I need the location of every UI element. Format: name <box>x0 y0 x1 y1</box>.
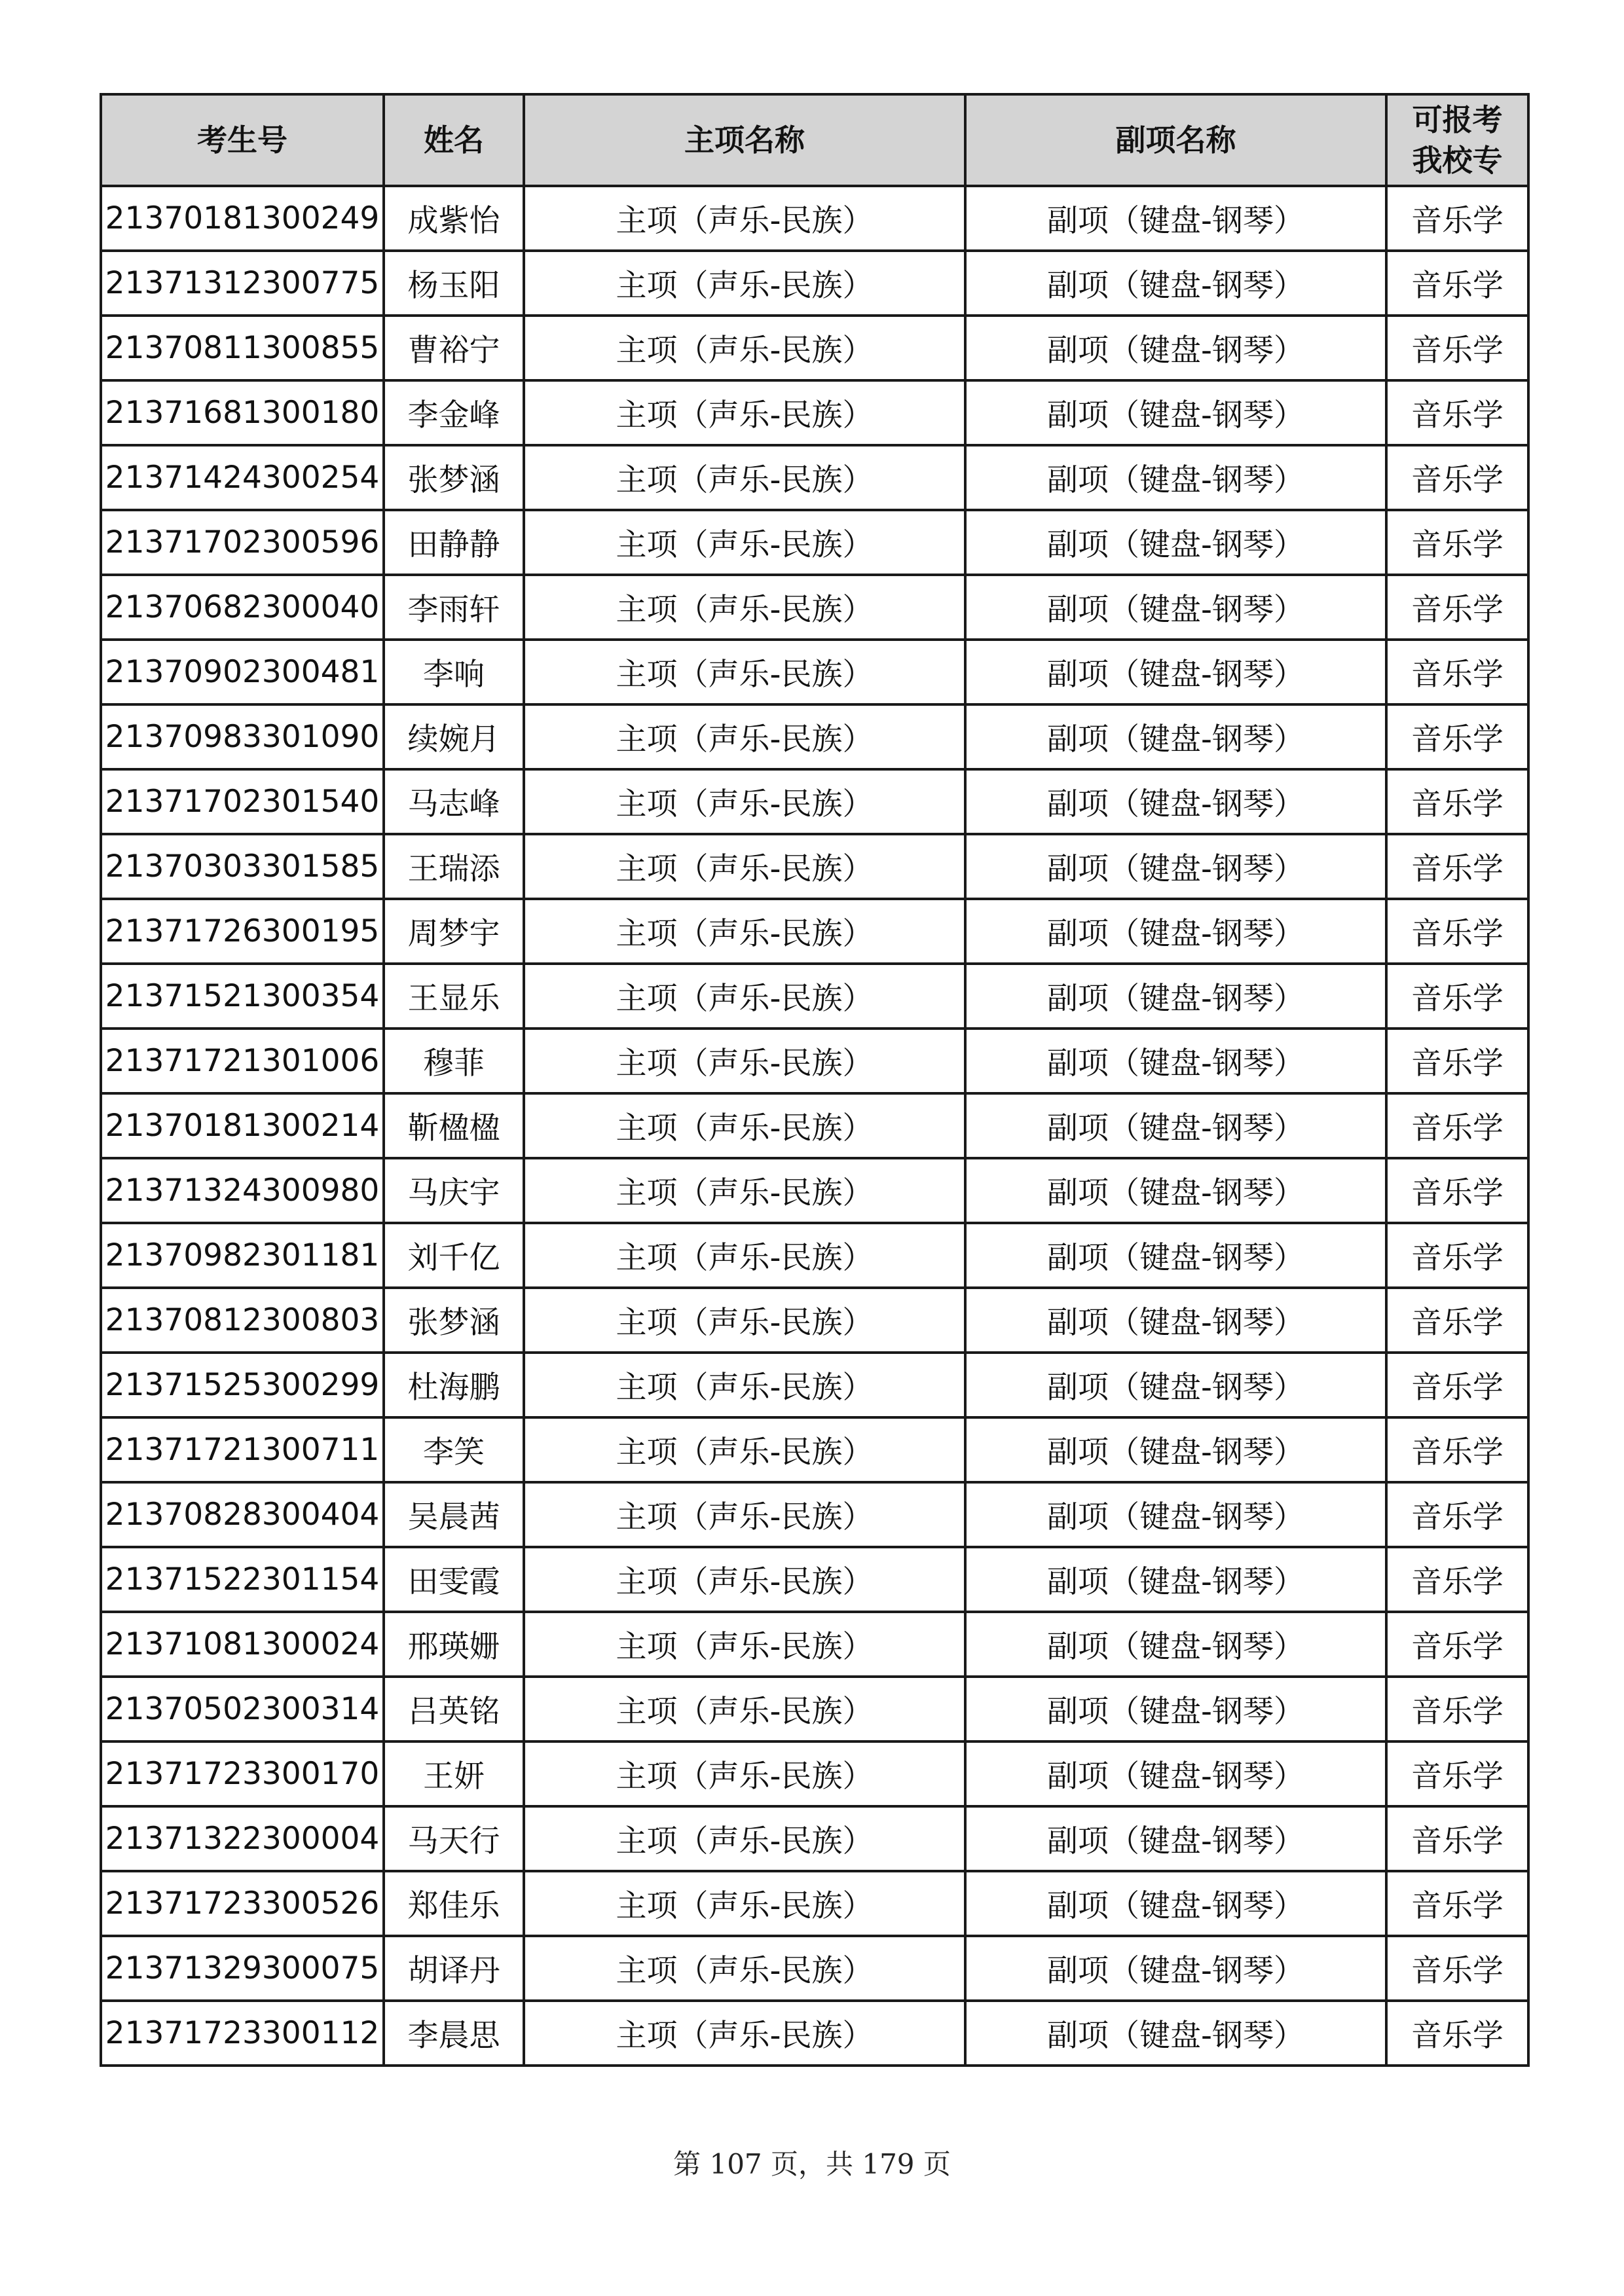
minor-item-cell: 副项（键盘-钢琴） <box>965 575 1386 640</box>
exam-id-cell: 21371702300596 <box>101 510 384 575</box>
column-header-exam-id: 考生号 <box>101 94 384 186</box>
eligible-major-cell: 音乐学 <box>1386 899 1528 964</box>
table-row <box>101 1288 1528 1353</box>
table-row <box>101 1612 1528 1677</box>
major-item-cell: 主项（声乐-民族） <box>524 316 965 380</box>
eligible-major-cell: 音乐学 <box>1386 1288 1528 1353</box>
major-item-cell: 主项（声乐-民族） <box>524 251 965 316</box>
exam-id-cell: 21370303301585 <box>101 834 384 899</box>
name-cell: 张梦涵 <box>384 1288 524 1353</box>
minor-item-cell: 副项（键盘-钢琴） <box>965 1806 1386 1871</box>
name-cell: 周梦宇 <box>384 899 524 964</box>
eligible-major-cell: 音乐学 <box>1386 1936 1528 2001</box>
table-row <box>101 316 1528 380</box>
major-item-cell: 主项（声乐-民族） <box>524 575 965 640</box>
table-row <box>101 1158 1528 1223</box>
eligible-major-cell: 音乐学 <box>1386 1353 1528 1417</box>
minor-item-cell: 副项（键盘-钢琴） <box>965 251 1386 316</box>
eligible-major-cell: 音乐学 <box>1386 316 1528 380</box>
page-number-text: 第 107 页，共 179 页 <box>673 2148 951 2180</box>
minor-item-cell: 副项（键盘-钢琴） <box>965 316 1386 380</box>
minor-item-cell: 副项（键盘-钢琴） <box>965 1093 1386 1158</box>
major-item-cell: 主项（声乐-民族） <box>524 1288 965 1353</box>
exam-id-cell: 21371312300775 <box>101 251 384 316</box>
table-row <box>101 1741 1528 1806</box>
minor-item-cell: 副项（键盘-钢琴） <box>965 1547 1386 1612</box>
name-cell: 李金峰 <box>384 380 524 445</box>
name-cell: 田雯霞 <box>384 1547 524 1612</box>
exam-id-cell: 21371521300354 <box>101 964 384 1029</box>
minor-item-cell: 副项（键盘-钢琴） <box>965 1353 1386 1417</box>
table-row <box>101 186 1528 251</box>
major-item-cell: 主项（声乐-民族） <box>524 1547 965 1612</box>
exam-id-cell: 21371681300180 <box>101 380 384 445</box>
table-row <box>101 769 1528 834</box>
minor-item-cell: 副项（键盘-钢琴） <box>965 964 1386 1029</box>
table-row <box>101 1547 1528 1612</box>
exam-id-cell: 21370502300314 <box>101 1677 384 1741</box>
column-header-eligible-major: 可报考 我校专 <box>1386 94 1528 186</box>
candidate-table <box>100 93 1530 2067</box>
name-cell: 马志峰 <box>384 769 524 834</box>
name-cell: 郑佳乐 <box>384 1871 524 1936</box>
major-item-cell: 主项（声乐-民族） <box>524 1677 965 1741</box>
table-row <box>101 510 1528 575</box>
eligible-major-cell: 音乐学 <box>1386 510 1528 575</box>
minor-item-cell: 副项（键盘-钢琴） <box>965 445 1386 510</box>
eligible-major-cell: 音乐学 <box>1386 1158 1528 1223</box>
table-row <box>101 1353 1528 1417</box>
column-header-major-item: 主项名称 <box>524 94 965 186</box>
minor-item-cell: 副项（键盘-钢琴） <box>965 186 1386 251</box>
name-cell: 胡译丹 <box>384 1936 524 2001</box>
exam-id-cell: 21371329300075 <box>101 1936 384 2001</box>
eligible-major-cell: 音乐学 <box>1386 1677 1528 1741</box>
eligible-major-cell: 音乐学 <box>1386 1093 1528 1158</box>
exam-id-cell: 21371726300195 <box>101 899 384 964</box>
exam-id-cell: 21371721301006 <box>101 1029 384 1093</box>
name-cell: 马庆宇 <box>384 1158 524 1223</box>
table-row <box>101 1093 1528 1158</box>
table-row <box>101 640 1528 704</box>
name-cell: 续婉月 <box>384 704 524 769</box>
name-cell: 杨玉阳 <box>384 251 524 316</box>
exam-id-cell: 21371702301540 <box>101 769 384 834</box>
major-item-cell: 主项（声乐-民族） <box>524 186 965 251</box>
exam-id-cell: 21370902300481 <box>101 640 384 704</box>
major-item-cell: 主项（声乐-民族） <box>524 380 965 445</box>
table-row <box>101 445 1528 510</box>
major-item-cell: 主项（声乐-民族） <box>524 1806 965 1871</box>
table-row <box>101 1677 1528 1741</box>
name-cell: 穆菲 <box>384 1029 524 1093</box>
name-cell: 田静静 <box>384 510 524 575</box>
eligible-major-cell: 音乐学 <box>1386 1547 1528 1612</box>
table-row <box>101 1806 1528 1871</box>
table-row <box>101 834 1528 899</box>
minor-item-cell: 副项（键盘-钢琴） <box>965 1223 1386 1288</box>
exam-id-cell: 21370983301090 <box>101 704 384 769</box>
name-cell: 马天行 <box>384 1806 524 1871</box>
exam-id-cell: 21370682300040 <box>101 575 384 640</box>
table-row <box>101 1417 1528 1482</box>
exam-id-cell: 21371525300299 <box>101 1353 384 1417</box>
eligible-major-cell: 音乐学 <box>1386 769 1528 834</box>
eligible-major-cell: 音乐学 <box>1386 380 1528 445</box>
minor-item-cell: 副项（键盘-钢琴） <box>965 1417 1386 1482</box>
exam-id-cell: 21371322300004 <box>101 1806 384 1871</box>
name-cell: 靳楹楹 <box>384 1093 524 1158</box>
minor-item-cell: 副项（键盘-钢琴） <box>965 1741 1386 1806</box>
minor-item-cell: 副项（键盘-钢琴） <box>965 1936 1386 2001</box>
table-row <box>101 704 1528 769</box>
major-item-cell: 主项（声乐-民族） <box>524 1223 965 1288</box>
minor-item-cell: 副项（键盘-钢琴） <box>965 1029 1386 1093</box>
page-footer <box>0 2143 1624 2182</box>
name-cell: 王显乐 <box>384 964 524 1029</box>
eligible-major-cell: 音乐学 <box>1386 640 1528 704</box>
minor-item-cell: 副项（键盘-钢琴） <box>965 1612 1386 1677</box>
exam-id-cell: 21370982301181 <box>101 1223 384 1288</box>
name-cell: 吴晨茜 <box>384 1482 524 1547</box>
minor-item-cell: 副项（键盘-钢琴） <box>965 380 1386 445</box>
name-cell: 王瑞添 <box>384 834 524 899</box>
eligible-major-cell: 音乐学 <box>1386 251 1528 316</box>
name-cell: 成紫怡 <box>384 186 524 251</box>
table-row <box>101 251 1528 316</box>
exam-id-cell: 21370181300214 <box>101 1093 384 1158</box>
table-row <box>101 1871 1528 1936</box>
name-cell: 吕英铭 <box>384 1677 524 1741</box>
eligible-major-cell: 音乐学 <box>1386 1612 1528 1677</box>
major-item-cell: 主项（声乐-民族） <box>524 445 965 510</box>
table-row <box>101 1936 1528 2001</box>
exam-id-cell: 21371721300711 <box>101 1417 384 1482</box>
major-item-cell: 主项（声乐-民族） <box>524 1093 965 1158</box>
eligible-major-cell: 音乐学 <box>1386 1029 1528 1093</box>
major-item-cell: 主项（声乐-民族） <box>524 1158 965 1223</box>
major-item-cell: 主项（声乐-民族） <box>524 510 965 575</box>
table-row <box>101 1482 1528 1547</box>
major-item-cell: 主项（声乐-民族） <box>524 704 965 769</box>
minor-item-cell: 副项（键盘-钢琴） <box>965 769 1386 834</box>
major-item-cell: 主项（声乐-民族） <box>524 1417 965 1482</box>
column-header-name: 姓名 <box>384 94 524 186</box>
minor-item-cell: 副项（键盘-钢琴） <box>965 1482 1386 1547</box>
eligible-major-cell: 音乐学 <box>1386 964 1528 1029</box>
exam-id-cell: 21370811300855 <box>101 316 384 380</box>
minor-item-cell: 副项（键盘-钢琴） <box>965 834 1386 899</box>
exam-id-cell: 21371424300254 <box>101 445 384 510</box>
major-item-cell: 主项（声乐-民族） <box>524 2001 965 2066</box>
eligible-major-cell: 音乐学 <box>1386 1482 1528 1547</box>
table-row <box>101 1029 1528 1093</box>
table-row <box>101 1223 1528 1288</box>
exam-id-cell: 21371081300024 <box>101 1612 384 1677</box>
minor-item-cell: 副项（键盘-钢琴） <box>965 899 1386 964</box>
eligible-major-cell: 音乐学 <box>1386 704 1528 769</box>
minor-item-cell: 副项（键盘-钢琴） <box>965 1677 1386 1741</box>
table-row <box>101 2001 1528 2066</box>
eligible-major-cell: 音乐学 <box>1386 1223 1528 1288</box>
eligible-major-cell: 音乐学 <box>1386 834 1528 899</box>
eligible-major-cell: 音乐学 <box>1386 1741 1528 1806</box>
name-cell: 曹裕宁 <box>384 316 524 380</box>
column-header-minor-item: 副项名称 <box>965 94 1386 186</box>
exam-id-cell: 21371723300526 <box>101 1871 384 1936</box>
table-row <box>101 964 1528 1029</box>
name-cell: 王妍 <box>384 1741 524 1806</box>
major-item-cell: 主项（声乐-民族） <box>524 964 965 1029</box>
table-body <box>101 186 1528 2066</box>
table-row <box>101 380 1528 445</box>
exam-id-cell: 21371522301154 <box>101 1547 384 1612</box>
exam-id-cell: 21371723300170 <box>101 1741 384 1806</box>
name-cell: 李晨思 <box>384 2001 524 2066</box>
major-item-cell: 主项（声乐-民族） <box>524 1353 965 1417</box>
exam-id-cell: 21370181300249 <box>101 186 384 251</box>
eligible-major-cell: 音乐学 <box>1386 1806 1528 1871</box>
name-cell: 杜海鹏 <box>384 1353 524 1417</box>
minor-item-cell: 副项（键盘-钢琴） <box>965 510 1386 575</box>
table-header-row <box>101 94 1528 186</box>
major-item-cell: 主项（声乐-民族） <box>524 1482 965 1547</box>
major-item-cell: 主项（声乐-民族） <box>524 1871 965 1936</box>
name-cell: 李笑 <box>384 1417 524 1482</box>
name-cell: 李雨轩 <box>384 575 524 640</box>
exam-id-cell: 21371723300112 <box>101 2001 384 2066</box>
eligible-major-cell: 音乐学 <box>1386 1417 1528 1482</box>
minor-item-cell: 副项（键盘-钢琴） <box>965 2001 1386 2066</box>
name-cell: 邢瑛姗 <box>384 1612 524 1677</box>
exam-id-cell: 21370828300404 <box>101 1482 384 1547</box>
exam-id-cell: 21371324300980 <box>101 1158 384 1223</box>
table-row <box>101 899 1528 964</box>
eligible-major-cell: 音乐学 <box>1386 1871 1528 1936</box>
major-item-cell: 主项（声乐-民族） <box>524 834 965 899</box>
minor-item-cell: 副项（键盘-钢琴） <box>965 1288 1386 1353</box>
major-item-cell: 主项（声乐-民族） <box>524 1029 965 1093</box>
major-item-cell: 主项（声乐-民族） <box>524 1936 965 2001</box>
exam-id-cell: 21370812300803 <box>101 1288 384 1353</box>
major-item-cell: 主项（声乐-民族） <box>524 769 965 834</box>
major-item-cell: 主项（声乐-民族） <box>524 1612 965 1677</box>
major-item-cell: 主项（声乐-民族） <box>524 640 965 704</box>
minor-item-cell: 副项（键盘-钢琴） <box>965 640 1386 704</box>
name-cell: 李响 <box>384 640 524 704</box>
eligible-major-cell: 音乐学 <box>1386 445 1528 510</box>
minor-item-cell: 副项（键盘-钢琴） <box>965 704 1386 769</box>
name-cell: 刘千亿 <box>384 1223 524 1288</box>
table-row <box>101 575 1528 640</box>
eligible-major-cell: 音乐学 <box>1386 186 1528 251</box>
eligible-major-cell: 音乐学 <box>1386 2001 1528 2066</box>
minor-item-cell: 副项（键盘-钢琴） <box>965 1871 1386 1936</box>
eligible-major-cell: 音乐学 <box>1386 575 1528 640</box>
name-cell: 张梦涵 <box>384 445 524 510</box>
major-item-cell: 主项（声乐-民族） <box>524 899 965 964</box>
minor-item-cell: 副项（键盘-钢琴） <box>965 1158 1386 1223</box>
major-item-cell: 主项（声乐-民族） <box>524 1741 965 1806</box>
